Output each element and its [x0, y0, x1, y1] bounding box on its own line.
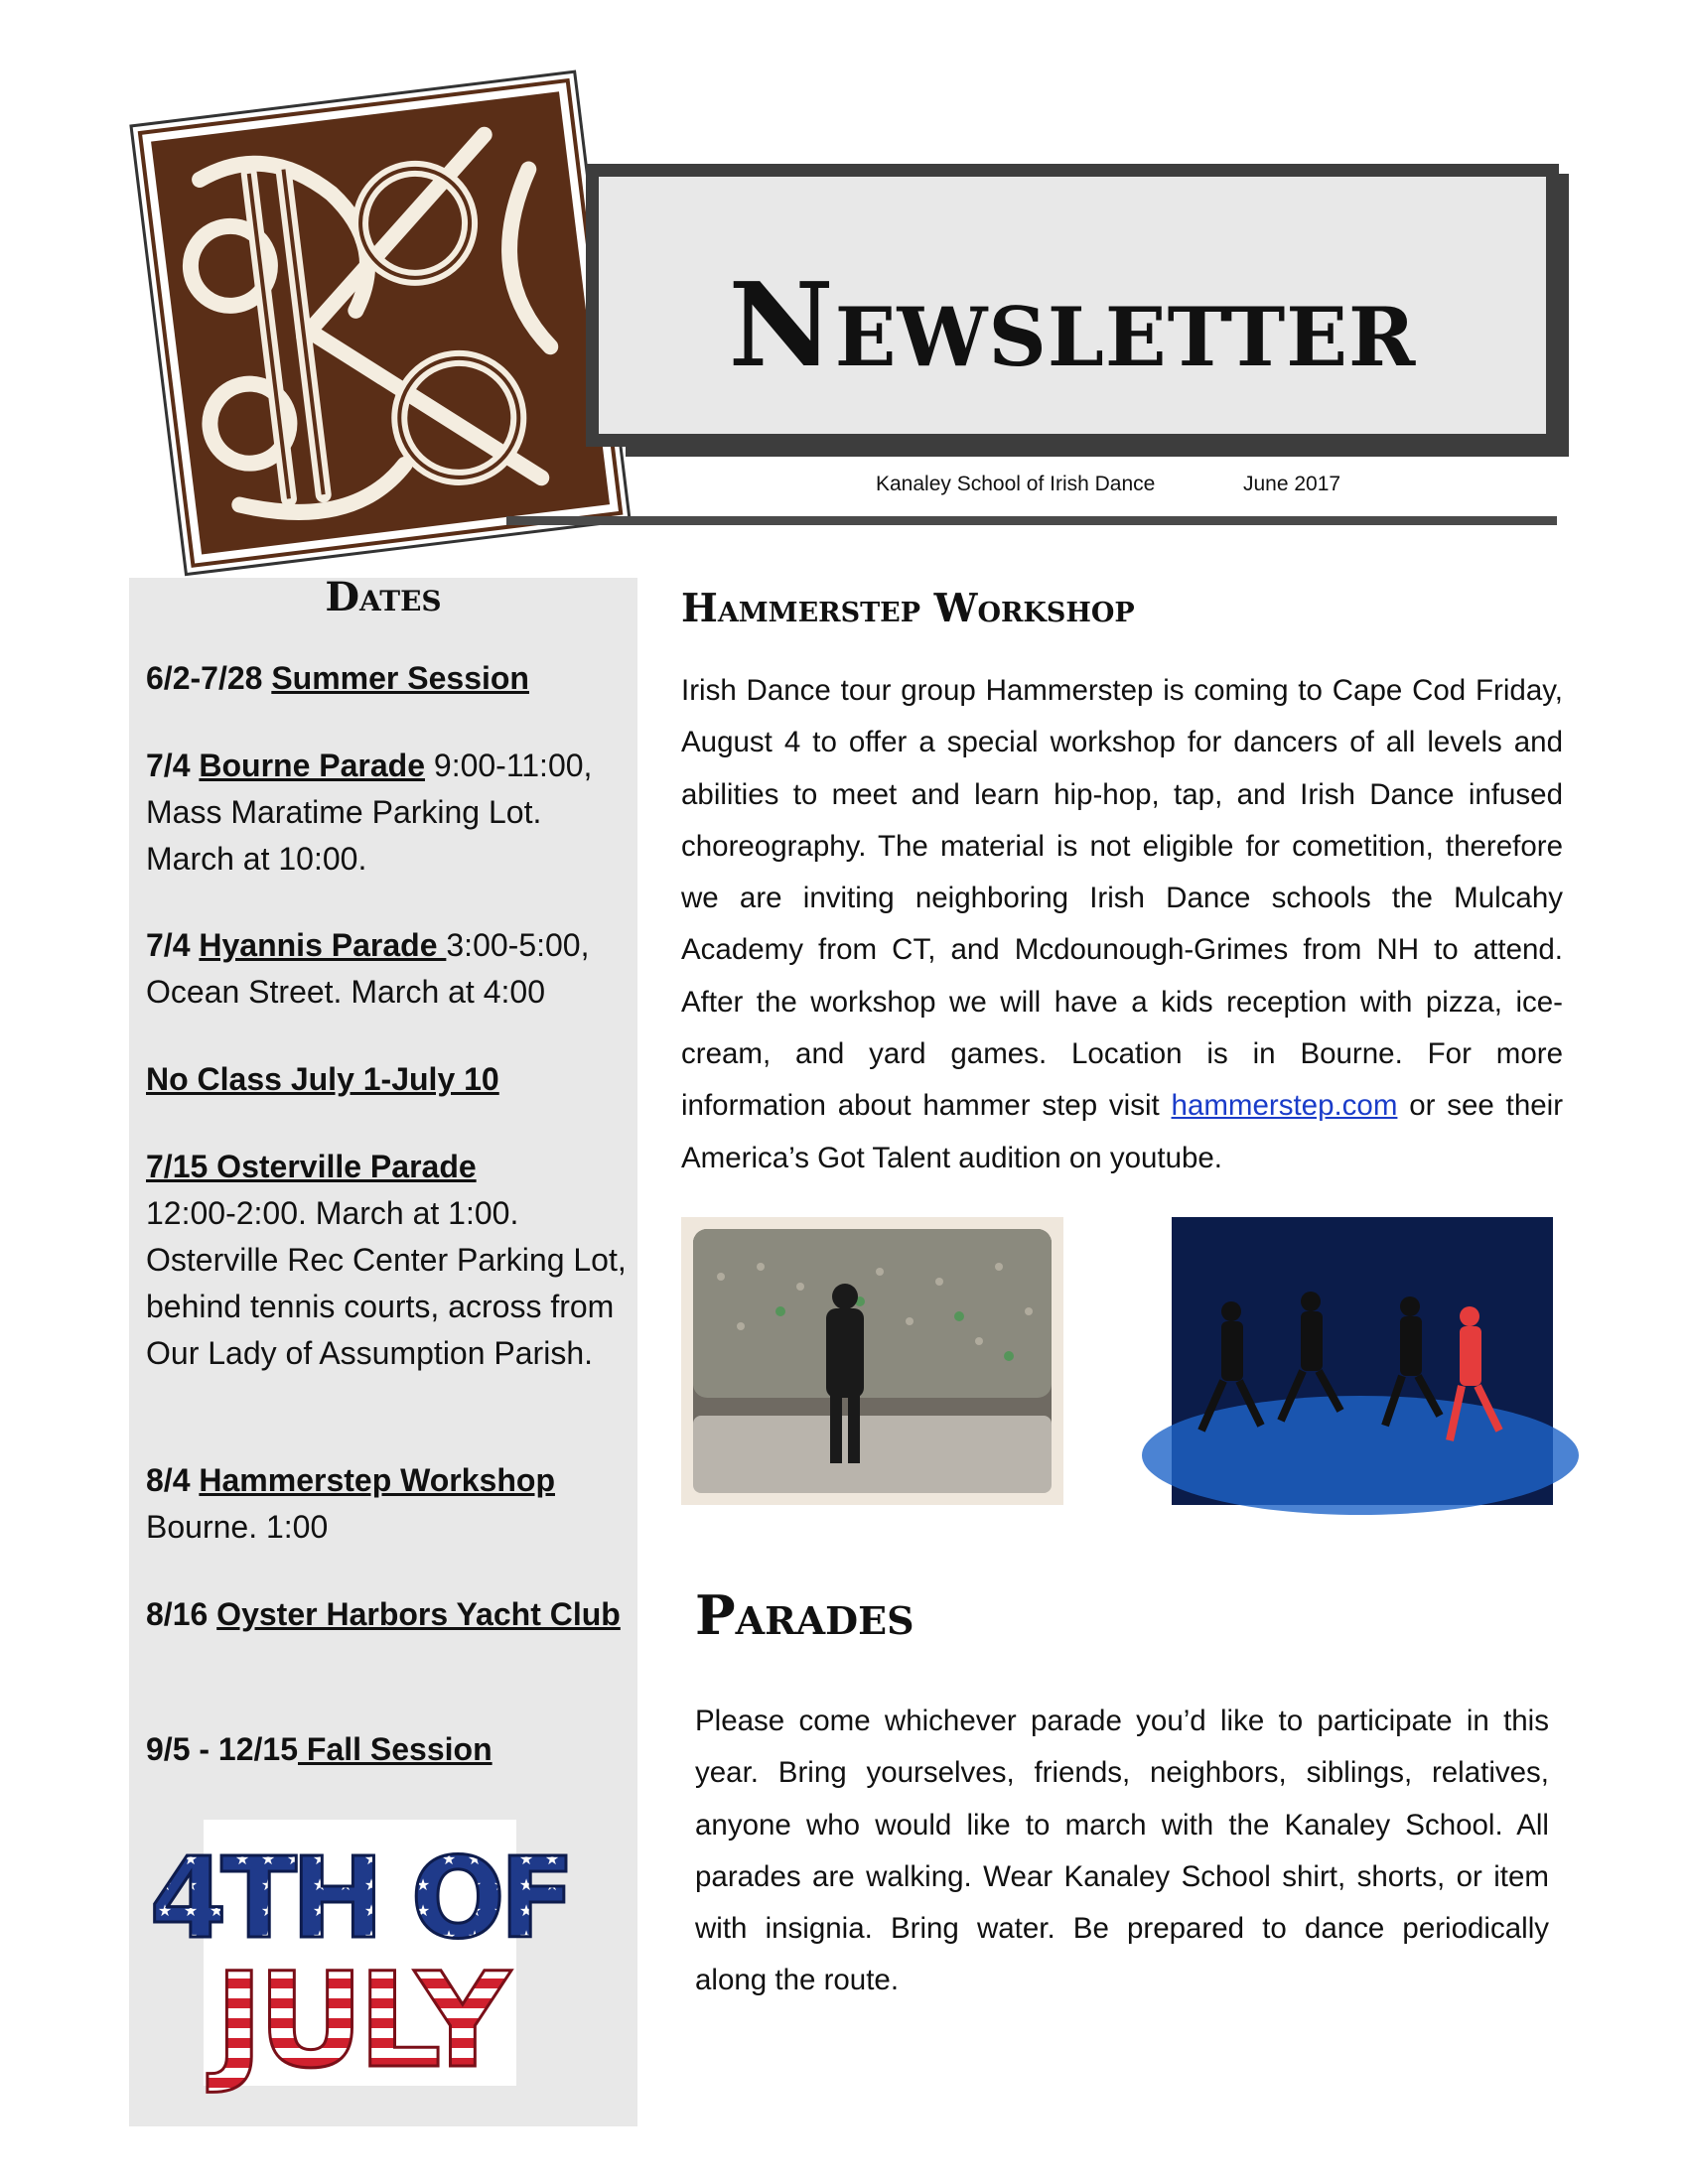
- parades-heading: Parades: [695, 1583, 914, 1647]
- fourth-of-july-text-top: 4TH OF: [149, 1835, 570, 1964]
- entry-event: Fall Session: [298, 1731, 492, 1767]
- hammerstep-body: [681, 665, 1563, 1184]
- date-entry: [146, 1457, 633, 1551]
- hammerstep-heading: Hammerstep Workshop: [681, 586, 1135, 631]
- entry-details: 12:00-2:00. March at 1:00. Osterville Rec Center Parking Lot, behind tennis courts, across from Our Lady of Assumption Parish.: [146, 1195, 627, 1371]
- school-name: Kanaley School of Irish Dance: [876, 473, 1156, 495]
- entry-event: Hammerstep Workshop: [199, 1462, 555, 1498]
- entry-date: 6/2-7/28: [146, 660, 263, 696]
- dates-heading: Dates: [325, 574, 442, 620]
- entry-date: 8/4: [146, 1462, 191, 1498]
- entry-date: 8/16: [146, 1596, 209, 1632]
- date-entry: [146, 1591, 633, 1638]
- hammerstep-text: Irish Dance tour group Hammerstep is coming to Cape Cod Friday, August 4 to offer a special workshop for dancers of all levels and abilities to meet and learn hip-hop, tap, and Irish Dance infused choreography. The material is not eligible for cometition, therefore we are inviting neighboring Irish Dance schools the Mulcahy Academy from CT, and Mcdounough-Grimes from NH to attend. After the workshop we will have a kids reception with pizza, ice-cream, and yard games. Location is in Bourne. For more information about hammer step visit: [681, 674, 1563, 1123]
- entry-date: 7/4: [146, 927, 191, 963]
- entry-event: Summer Session: [271, 660, 529, 696]
- hammerstep-text-end: or see their America’s Got Talent audition on youtube.: [681, 1089, 1564, 1174]
- entry-details: 3:00-5:00, Ocean Street. March at 4:00: [146, 927, 590, 1010]
- date-entry: [146, 743, 633, 883]
- issue-date: June 2017: [1243, 473, 1341, 495]
- entry-date: 9/5 - 12/15: [146, 1731, 298, 1767]
- date-entry: [146, 1056, 633, 1103]
- fourth-of-july-image: [149, 1820, 570, 2098]
- entry-date: 7/4: [146, 748, 191, 783]
- entry-event: Bourne Parade: [199, 748, 425, 783]
- date-entry: [146, 922, 633, 1016]
- banner: [599, 177, 1546, 434]
- newsletter-title: Newsletter: [728, 257, 1417, 393]
- crowd-photo: [681, 1217, 1063, 1505]
- date-entry: [146, 655, 633, 702]
- date-entry: [146, 1144, 633, 1377]
- parades-body: Please come whichever parade you’d like to participate in this year. Bring yourselves, friends, neighbors, siblings, relatives, anyone who would like to march with the Kanaley School. All parades are walking. Wear Kanaley School shirt, shorts, or item with insignia. Bring water. Be prepared to dance periodically along the route.: [695, 1705, 1549, 1997]
- celtic-k-logo: [129, 69, 631, 576]
- entry-event: 7/15 Osterville Parade: [146, 1149, 477, 1184]
- dancers-photo: [1172, 1217, 1553, 1505]
- entry-event: Oyster Harbors Yacht Club: [216, 1596, 621, 1632]
- fourth-of-july-text-bottom: JULY: [214, 1945, 504, 2098]
- entry-event: Hyannis Parade: [199, 927, 447, 963]
- entry-details: Bourne. 1:00: [146, 1509, 329, 1545]
- entry-event: No Class July 1-July 10: [146, 1061, 499, 1097]
- date-entry: [146, 1726, 633, 1773]
- hammerstep-link[interactable]: hammerstep.com: [1171, 1089, 1398, 1123]
- entry-details: 9:00-11:00, Mass Maratime Parking Lot. March at 10:00.: [146, 748, 593, 877]
- header-rule: [506, 516, 1557, 525]
